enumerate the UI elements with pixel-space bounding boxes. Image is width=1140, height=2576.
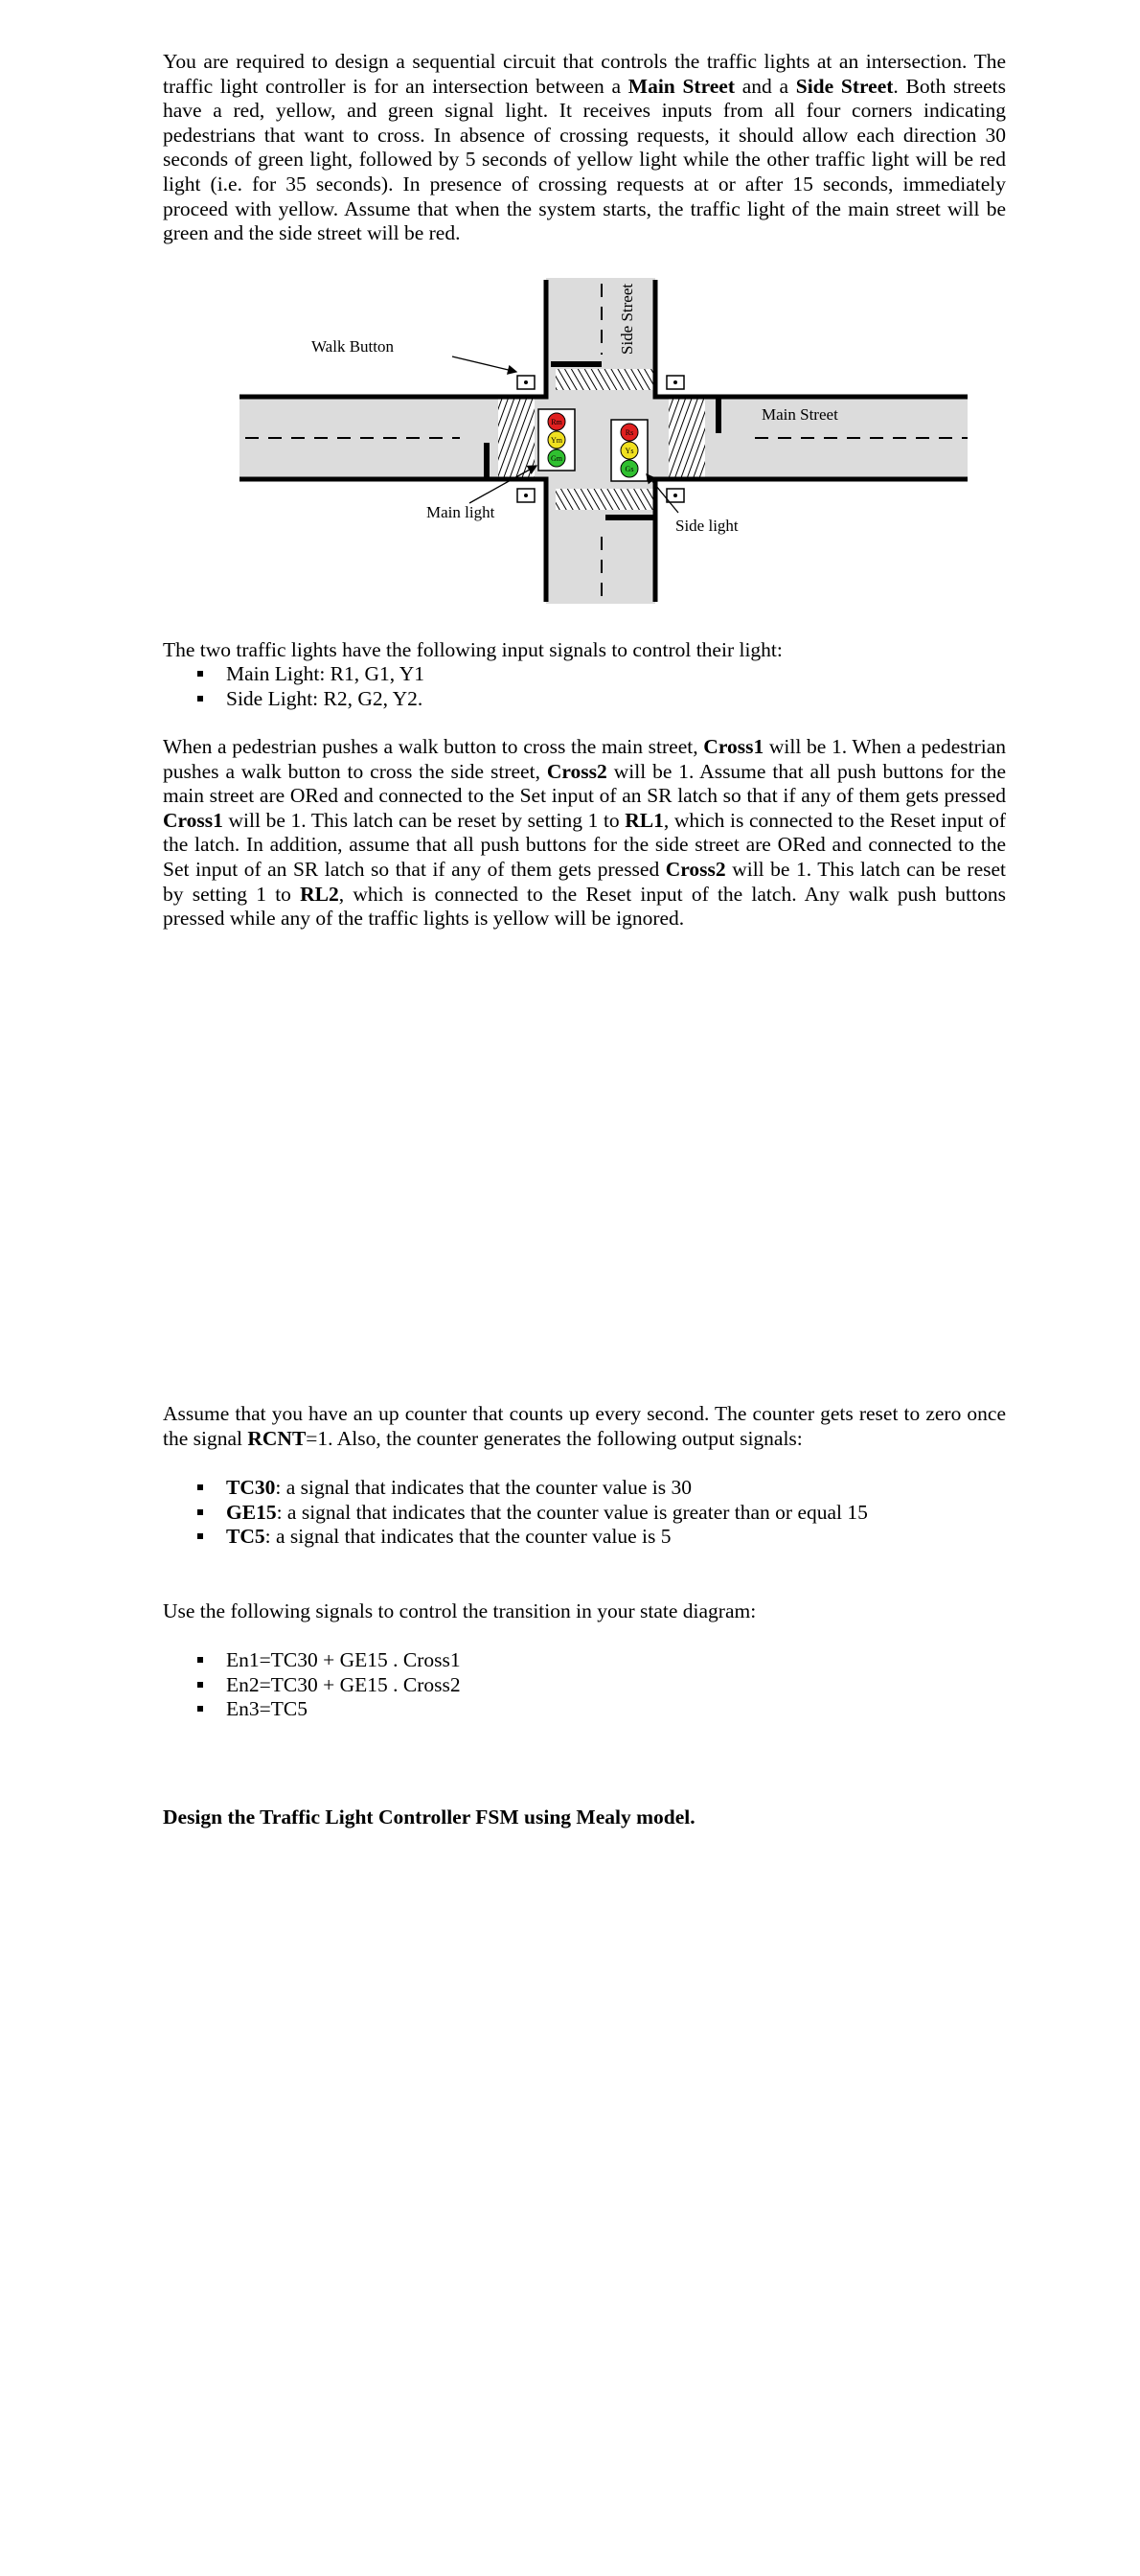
list-item: En2=TC30 + GE15 . Cross2 <box>163 1673 461 1698</box>
text-run: will be 1. This latch can be reset by setting 1 to <box>163 857 1007 906</box>
text-run: will be 1. This latch can be reset by setting 1 to <box>222 808 626 832</box>
side-lamp-red-label: Rs <box>625 428 634 437</box>
bold-term: Cross2 <box>665 857 726 881</box>
bold-term: Side Street <box>795 74 894 98</box>
text-run: . Both streets have a red, yellow, and green signal light. It receives inputs from all four corners indicating pedestrians that want to cross. In absence of crossing requests, it should allow each direction 30 seconds of green light, followed by 5 seconds of yellow light while the other traffic light will be red light (i.e. for 35 seconds). In presence of crossing requests at or after 15 seconds, immediately proceed with yellow. Assume that when the system starts, the traffic light of the main street will be green and the side street will be red. <box>163 74 1006 245</box>
crosswalk-south <box>556 489 655 510</box>
task-heading: Design the Traffic Light Controller FSM using Mealy model. <box>163 1806 695 1828</box>
signal-desc: : a signal that indicates that the counter value is greater than or equal 15 <box>276 1500 868 1524</box>
crosswalk-north <box>556 369 655 390</box>
list-item: En3=TC5 <box>163 1697 461 1722</box>
list-item: En1=TC30 + GE15 . Cross1 <box>163 1648 461 1673</box>
bold-term: RL2 <box>300 882 339 906</box>
list-item <box>163 1525 868 1550</box>
main-lamp-green-label: Gm <box>551 454 562 463</box>
text-run: =1. Also, the counter generates the following output signals: <box>306 1426 803 1450</box>
side-light-label: Side light <box>675 517 739 535</box>
text-run: , which is connected to the Reset input of the latch. In addition, assume that all push buttons for the side street are ORed and connected to the Set input of an SR latch so that if any of them gets pressed <box>163 808 1007 881</box>
walk-button-arrow <box>452 356 516 372</box>
intersection-diagram <box>239 278 968 604</box>
lights-intro: The two traffic lights have the following input signals to control their light: <box>163 638 783 661</box>
lights-list <box>163 662 424 711</box>
signal-desc: : a signal that indicates that the counter value is 5 <box>264 1525 672 1549</box>
bold-term: Cross2 <box>546 759 607 783</box>
list-item: Main Light: R1, G1, Y1 <box>163 662 424 687</box>
main-lamp-yellow-label: Ym <box>551 436 562 445</box>
bold-term: Cross1 <box>163 808 223 832</box>
text-run: and a <box>735 74 796 98</box>
transitions-list <box>163 1648 461 1722</box>
side-lamp-yellow-label: Ys <box>625 447 634 455</box>
counter-signals-list <box>163 1476 868 1550</box>
intro-paragraph <box>163 50 1006 246</box>
text-run: , which is connected to the Reset input of the latch. Any walk push buttons pressed while any of the traffic lights is yellow will be ignored. <box>163 882 1006 931</box>
signal-desc: : a signal that indicates that the counter value is 30 <box>275 1476 693 1499</box>
bold-term: Main Street <box>627 74 735 98</box>
main-street-label: Main Street <box>762 405 838 424</box>
text-run: When a pedestrian pushes a walk button to cross the main street, <box>163 735 704 758</box>
signal-name: TC5 <box>226 1525 265 1549</box>
bold-term: RL1 <box>625 808 664 832</box>
list-item <box>163 1501 868 1526</box>
bold-term: Cross1 <box>703 735 764 758</box>
transition-intro: Use the following signals to control the transition in your state diagram: <box>163 1599 757 1622</box>
list-item <box>163 1476 868 1501</box>
text-run: You are required to design a sequential circuit that controls the traffic lights at an intersection. The traffic light controller is for an intersection between a <box>163 50 1006 98</box>
side-lamp-green-label: Gs <box>625 465 634 473</box>
walk-button-label: Walk Button <box>311 337 394 356</box>
text-run: Assume that you have an up counter that counts up every second. The counter gets reset to zero once the signal <box>163 1402 1006 1450</box>
side-street-label: Side Street <box>618 283 636 355</box>
main-light-label: Main light <box>426 503 495 521</box>
signal-name: TC30 <box>226 1476 276 1499</box>
text-run: will be 1. When a pedestrian pushes a walk button to cross the side street, <box>163 735 1006 783</box>
main-lamp-red-label: Rm <box>551 418 562 426</box>
text-run: will be 1. Assume that all push buttons for the main street are ORed and connected to the Set input of an SR latch so that if any of them gets pressed <box>163 759 1006 808</box>
counter-paragraph <box>163 1402 1006 1451</box>
bold-term: RCNT <box>247 1426 307 1450</box>
list-item: Side Light: R2, G2, Y2. <box>163 687 424 712</box>
crosswalk-east <box>669 396 705 480</box>
crosswalk-west <box>498 396 535 480</box>
signal-name: GE15 <box>226 1500 277 1524</box>
pedestrian-paragraph <box>163 735 1006 932</box>
